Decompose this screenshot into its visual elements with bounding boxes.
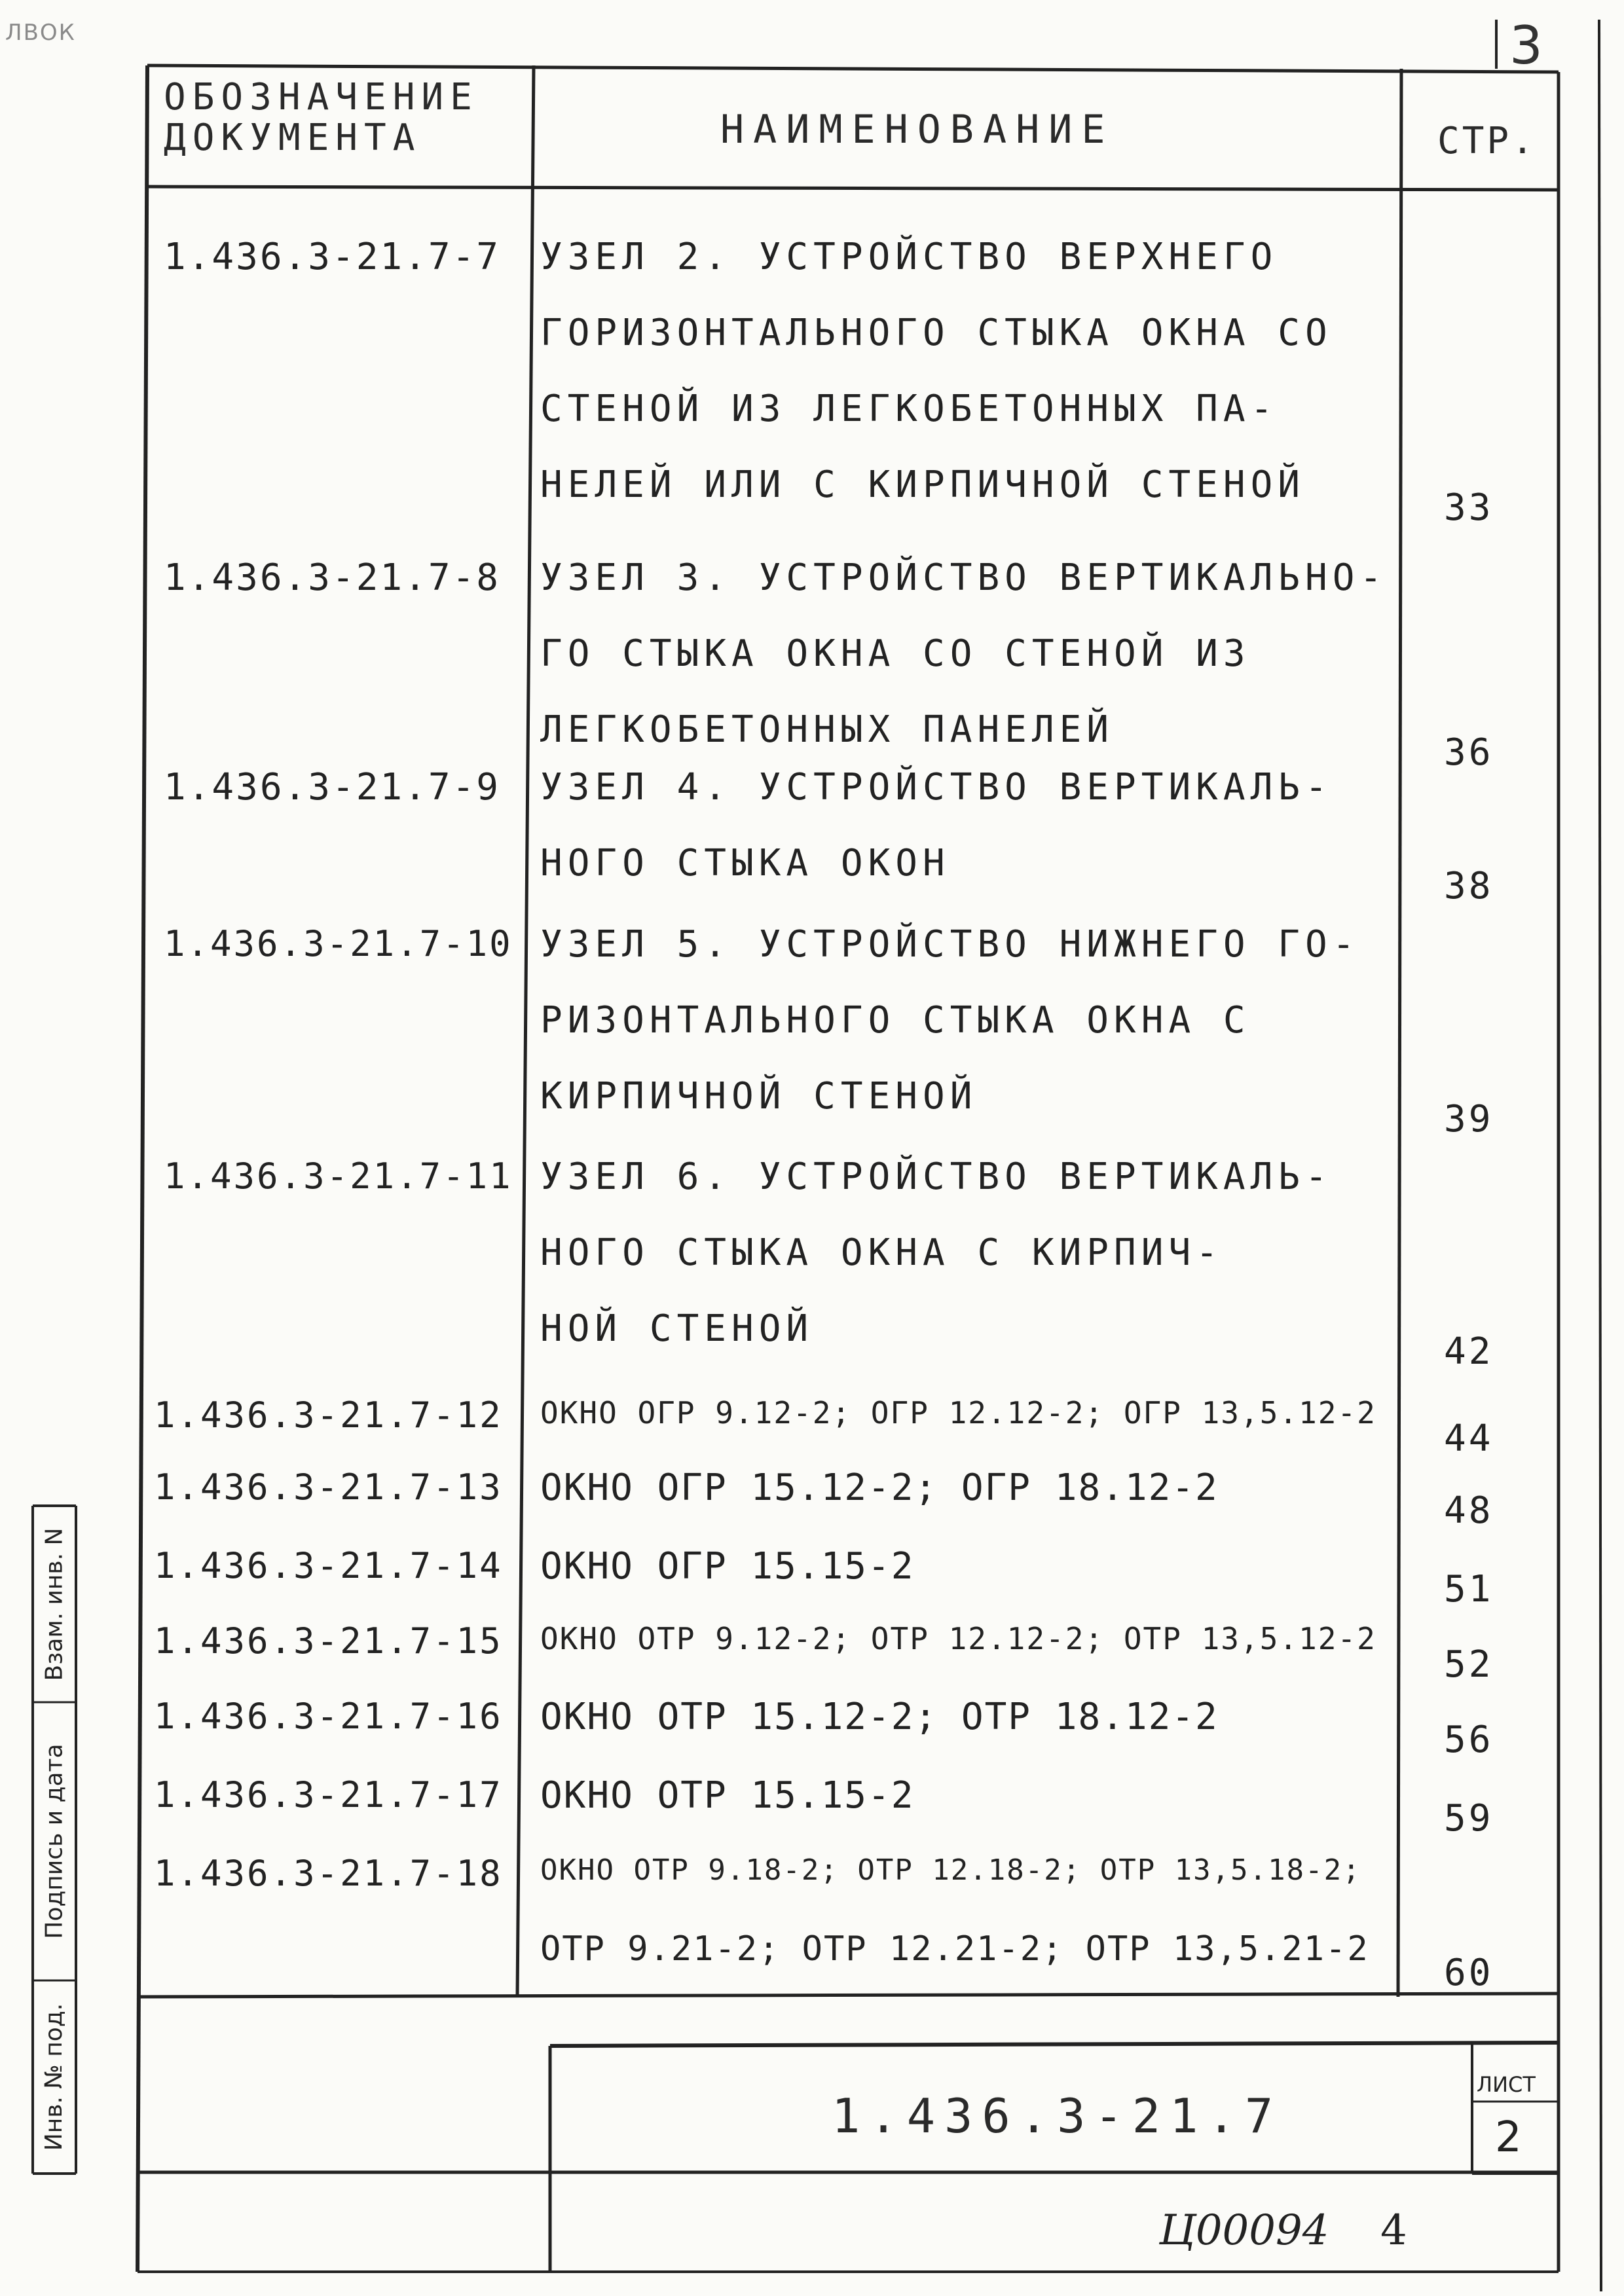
row-page: 48 [1444, 1489, 1494, 1532]
row-name-line: СТЕНОЙ ИЗ ЛЕГКОБЕТОННЫХ ПА- [540, 388, 1278, 430]
stamp-line-1: ЛВОК [5, 20, 76, 46]
archive-number: 4 [1380, 2206, 1407, 2255]
row-name-line: ОКНО ОТР 9.18-2; ОТР 12.18-2; ОТР 13,5.18-2; [540, 1853, 1361, 1887]
row-name-line: ОКНО ОТР 15.12-2; ОТР 18.12-2 [540, 1696, 1219, 1738]
row-code: 1.436.3-21.7-13 [154, 1467, 503, 1508]
header-designation: ОБОЗНАЧЕНИЕ ДОКУМЕНТА [164, 76, 479, 159]
row-name-line: УЗЕЛ 6. УСТРОЙСТВО ВЕРТИКАЛЬ- [540, 1156, 1333, 1198]
row-code: 1.436.3-21.7-7 [164, 236, 501, 278]
row-name-line: ГО СТЫКА ОКНА СО СТЕНОЙ ИЗ [540, 632, 1251, 675]
corner-page-number: 3 [1509, 15, 1543, 76]
row-name-line: УЗЕЛ 5. УСТРОЙСТВО НИЖНЕГО ГО- [540, 923, 1360, 966]
row-name-line: ОКНО ОГР 15.12-2; ОГР 18.12-2 [540, 1467, 1219, 1509]
row-page: 33 [1444, 486, 1494, 529]
header-name: НАИМЕНОВАНИЕ [720, 107, 1115, 153]
row-page: 51 [1444, 1568, 1494, 1611]
row-page: 56 [1444, 1719, 1494, 1761]
row-name-line: ОТР 9.21-2; ОТР 12.21-2; ОТР 13,5.21-2 [540, 1929, 1369, 1969]
row-code: 1.436.3-21.7-18 [154, 1853, 503, 1894]
row-code: 1.436.3-21.7-9 [164, 766, 501, 809]
row-name-line: НОЙ СТЕНОЙ [540, 1307, 814, 1350]
side-cell-inv [33, 1980, 76, 2174]
side-label-replace: Взам. инв. N [41, 1527, 68, 1681]
row-page: 59 [1444, 1797, 1494, 1840]
row-name-line: НОГО СТЫКА ОКНА С КИРПИЧ- [540, 1231, 1223, 1274]
row-page: 52 [1444, 1643, 1494, 1686]
row-name-line: ОКНО ОГР 9.12-2; ОГР 12.12-2; ОГР 13,5.12-2 [540, 1395, 1376, 1430]
row-name-line: ЛЕГКОБЕТОННЫХ ПАНЕЛЕЙ [540, 708, 1115, 751]
row-code: 1.436.3-21.7-8 [164, 556, 501, 599]
sheet-label: ЛИСТ [1477, 2072, 1536, 2097]
header-page: СТР. [1437, 120, 1536, 162]
row-page: 42 [1444, 1330, 1494, 1373]
title-document-code: 1.436.3-21.7 [832, 2088, 1283, 2143]
row-page: 60 [1444, 1952, 1494, 1994]
row-name-line: УЗЕЛ 3. УСТРОЙСТВО ВЕРТИКАЛЬНО- [540, 556, 1388, 599]
row-code: 1.436.3-21.7-16 [154, 1696, 503, 1737]
row-name-line: НЕЛЕЙ ИЛИ С КИРПИЧНОЙ СТЕНОЙ [540, 464, 1306, 506]
row-name-line: РИЗОНТАЛЬНОГО СТЫКА ОКНА С [540, 999, 1251, 1042]
row-code: 1.436.3-21.7-15 [154, 1620, 503, 1662]
row-name-line: УЗЕЛ 4. УСТРОЙСТВО ВЕРТИКАЛЬ- [540, 766, 1333, 809]
row-name-line: КИРПИЧНОЙ СТЕНОЙ [540, 1075, 978, 1118]
row-page: 44 [1444, 1417, 1494, 1460]
sheet-number: 2 [1495, 2113, 1522, 2162]
row-name-line: НОГО СТЫКА ОКОН [540, 842, 950, 884]
side-label-signature: Подпись и дата [41, 1743, 68, 1939]
row-name-line: ОКНО ОТР 15.15-2 [540, 1774, 915, 1817]
row-name-line: ГОРИЗОНТАЛЬНОГО СТЫКА ОКНА СО [540, 312, 1333, 354]
side-cell-replace [33, 1506, 76, 1702]
row-code: 1.436.3-21.7-14 [154, 1545, 503, 1586]
row-code: 1.436.3-21.7-12 [154, 1394, 503, 1436]
side-label-inv: Инв. № под. [41, 2003, 68, 2151]
row-page: 38 [1444, 865, 1494, 907]
archive-code: Ц00094 [1159, 2206, 1329, 2255]
row-page: 39 [1444, 1098, 1494, 1140]
row-name-line: ОКНО ОГР 15.15-2 [540, 1545, 915, 1588]
row-code: 1.436.3-21.7-11 [164, 1156, 513, 1197]
row-code: 1.436.3-21.7-17 [154, 1774, 503, 1815]
row-name-line: УЗЕЛ 2. УСТРОЙСТВО ВЕРХНЕГО [540, 236, 1278, 278]
side-cell-signature [33, 1702, 76, 1980]
row-name-line: ОКНО ОТР 9.12-2; ОТР 12.12-2; ОТР 13,5.12-2 [540, 1621, 1376, 1656]
row-page: 36 [1444, 731, 1494, 774]
row-code: 1.436.3-21.7-10 [164, 923, 513, 964]
